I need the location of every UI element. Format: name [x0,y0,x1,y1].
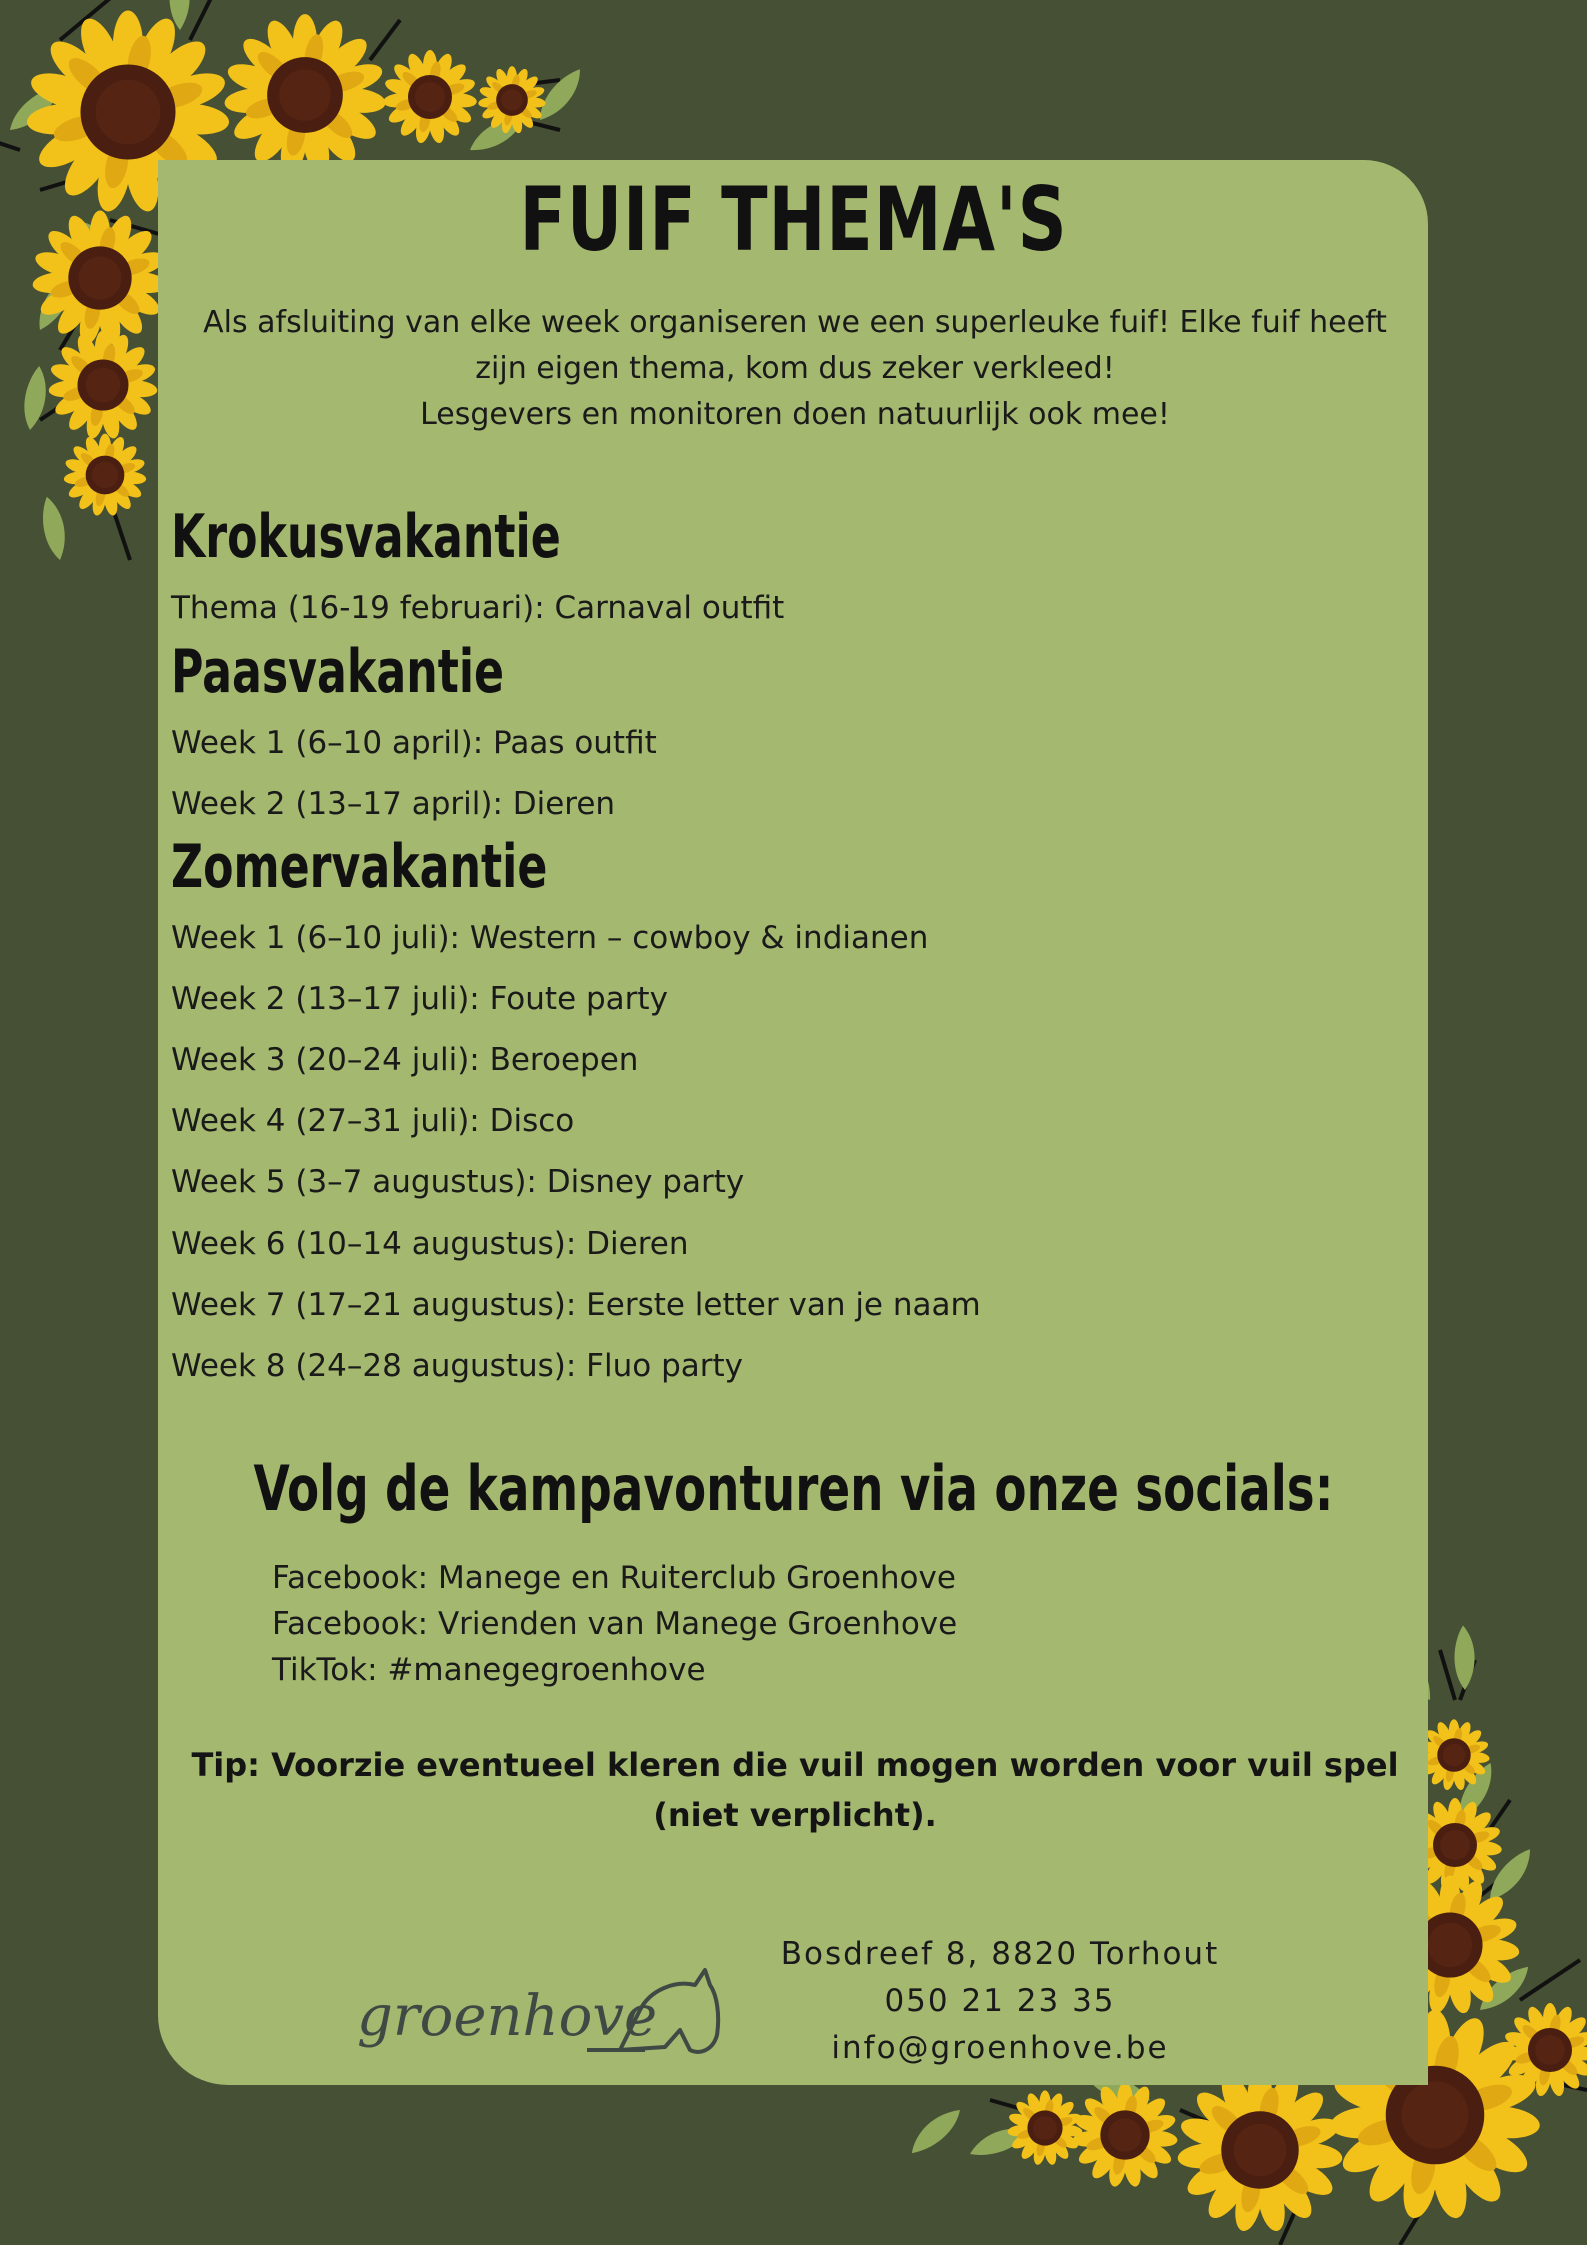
theme-item: Week 2 (13–17 juli): Foute party [171,981,668,1017]
tip-line: Tip: Voorzie eventueel kleren die vuil mogen worden voor vuil spel [191,1746,1399,1784]
page-title: FUIF THEMA'S [519,168,1068,271]
theme-item: Week 1 (6–10 juli): Western – cowboy & indianen [171,920,929,956]
tip-text [170,1740,1420,1840]
socials-heading: Volg de kampavonturen via onze socials: [253,1452,1334,1525]
theme-item: Week 5 (3–7 augustus): Disney party [171,1164,745,1200]
intro-line: Lesgevers en monitoren doen natuurlijk ook mee! [420,397,1170,432]
groenhove-logo [355,1955,735,2065]
logo-text: groenhove [357,1984,658,2049]
theme-item: Week 2 (13–17 april): Dieren [171,786,616,822]
theme-item: Week 1 (6–10 april): Paas outfit [171,725,657,761]
theme-item: Week 7 (17–21 augustus): Eerste letter van je naam [171,1287,981,1323]
section-heading-krokusvakantie: Krokusvakantie [171,502,561,572]
social-link[interactable]: Facebook: Vrienden van Manege Groenhove [272,1606,958,1642]
theme-item: Thema (16-19 februari): Carnaval outfit [171,590,785,626]
section-heading-paasvakantie: Paasvakantie [171,637,505,707]
section-heading-zomervakantie: Zomervakantie [171,832,548,902]
theme-item: Week 6 (10–14 augustus): Dieren [171,1226,689,1262]
theme-item: Week 8 (24–28 augustus): Fluo party [171,1348,744,1384]
intro-text [190,300,1400,438]
social-link[interactable]: TikTok: #manegegroenhove [272,1652,706,1688]
contact-address: Bosdreef 8, 8820 Torhout [780,1936,1220,1972]
theme-item: Week 4 (27–31 juli): Disco [171,1103,575,1139]
theme-item: Week 3 (20–24 juli): Beroepen [171,1042,639,1078]
tip-line: (niet verplicht). [653,1796,937,1834]
intro-line: zijn eigen thema, kom dus zeker verkleed! [475,351,1115,386]
contact-phone[interactable]: 050 21 23 35 [884,1983,1116,2019]
contact-email[interactable]: info@groenhove.be [831,2030,1169,2066]
intro-line: Als afsluiting van elke week organiseren we een superleuke fuif! Elke fuif heeft [203,305,1387,340]
social-link[interactable]: Facebook: Manege en Ruiterclub Groenhove [272,1560,956,1596]
